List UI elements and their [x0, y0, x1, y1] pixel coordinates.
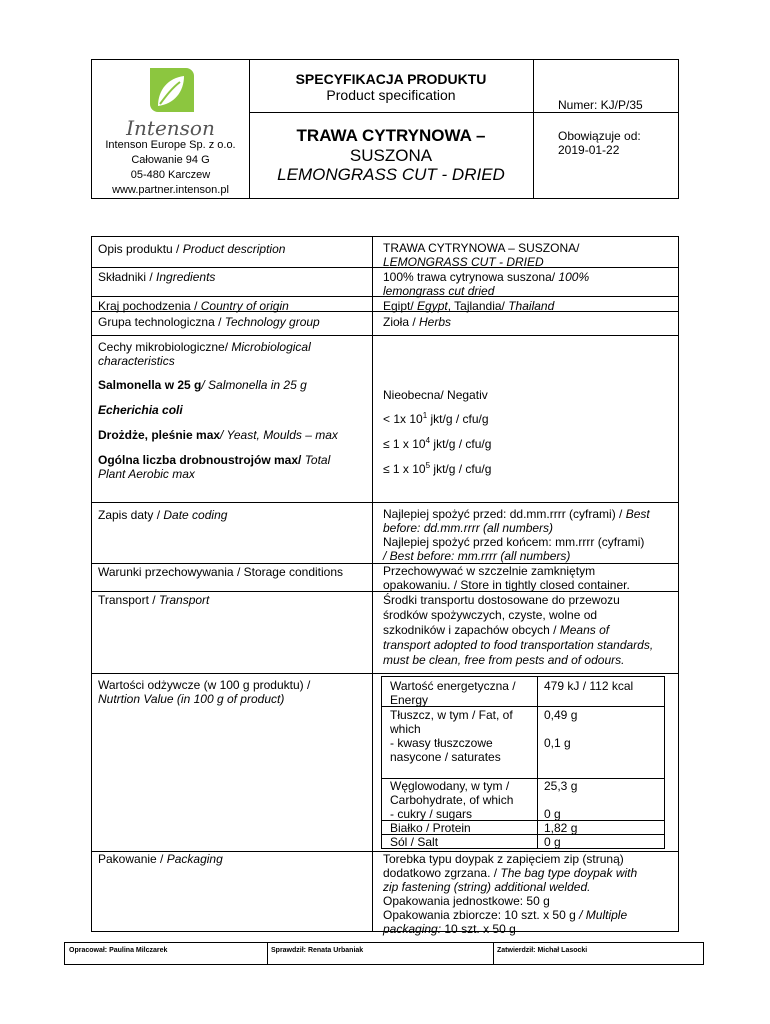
company-city: 05-480 Karczew [130, 169, 211, 181]
group-label: Grupa technologiczna / Technology group [98, 315, 320, 329]
micro-label-2: characteristics [98, 354, 175, 368]
saturates-label: - kwasy tłuszczowe [390, 736, 493, 750]
checked-by: Sprawdził: Renata Urbaniak [271, 947, 364, 954]
fat-label: Tłuszcz, w tym / Fat, of [390, 708, 513, 722]
saturates-label-2: nasycone / saturates [390, 750, 501, 764]
transport-value-1: Środki transportu dostosowane do przewozu [383, 593, 620, 607]
ecoli-label: Echerichia coli [98, 403, 183, 417]
transport-value-3: szkodników i zapachów obcych / Means of [383, 623, 610, 637]
valid-from-date: 2019-01-22 [558, 143, 620, 157]
sugar-value: 0 g [544, 807, 561, 821]
company-name: Intenson Europe Sp. z o.o. [105, 139, 236, 151]
energy-label: Wartość energetyczna / [390, 679, 516, 693]
spec-title: SPECYFIKACJA PRODUKTU [295, 71, 487, 87]
transport-value-2: środków spożywczych, czyste, wolne od [383, 608, 598, 622]
packaging-value-4: Opakowania jednostkowe: 50 g [383, 894, 550, 908]
desc-value-1: TRAWA CYTRYNOWA – SUSZONA/ [383, 241, 580, 255]
date-value-3: Najlepiej spożyć przed końcem: mm.rrrr (cyframi) [383, 535, 645, 549]
product-name-en: LEMONGRASS CUT - DRIED [277, 165, 505, 184]
storage-value-2: opakowaniu. / Store in tightly closed container. [383, 578, 630, 592]
product-name-pl-2: SUSZONA [349, 146, 433, 165]
salt-value: 0 g [544, 835, 561, 849]
yeast-value: ≤ 1 x $10^4$ jkt/g / cfu/g [383, 436, 492, 451]
carb-label-2: Carbohydrate, of which [390, 793, 514, 807]
aerobic-label-2: Plant Aerobic max [98, 467, 195, 481]
protein-label: Białko / Protein [390, 821, 471, 835]
nutrition-table [381, 676, 665, 849]
packaging-value-5: Opakowania zbiorcze: 10 szt. x 50 g / Multiple [383, 908, 628, 922]
yeast-label: Drożdże, pleśnie max/ Yeast, Moulds – max [98, 428, 338, 442]
spec-subtitle: Product specification [326, 87, 456, 103]
ingredients-value-2: lemongrass cut dried [383, 284, 495, 298]
date-value-2: before: dd.mm.rrrr (all numbers) [383, 521, 554, 535]
valid-from-label: Obowiązuje od: [558, 129, 641, 143]
date-value-1: Najlepiej spożyć przed: dd.mm.rrrr (cyframi) / Best [383, 507, 650, 521]
salmonella-value: Nieobecna/ Negativ [383, 388, 488, 402]
saturates-value: 0,1 g [544, 736, 571, 750]
nutrition-label: Wartości odżywcze (w 100 g produktu) / [98, 678, 311, 692]
ingredients-label: Składniki / Ingredients [98, 270, 216, 284]
transport-value-5: must be clean, free from pests and of odours. [383, 653, 625, 667]
ecoli-value: < 1x $10^1$ jkt/g / cfu/g [383, 411, 489, 426]
carb-label: Węglowodany, w tym / [390, 779, 510, 793]
approved-by: Zatwierdził: Michał Lasocki [497, 947, 588, 954]
date-value-4: / Best before: mm.rrrr (all numbers) [383, 549, 571, 563]
energy-value: 479 kJ / 112 kcal [544, 679, 634, 693]
packaging-value-2: dodatkowo zgrzana. / The bag type doypak with [383, 866, 638, 880]
energy-label-2: Energy [390, 693, 429, 707]
protein-value: 1,82 g [544, 821, 578, 835]
salmonella-label: Salmonella w 25 g/ Salmonella in 25 g [98, 378, 307, 392]
packaging-value-3: zip fastening (string) additional welded. [383, 880, 591, 894]
fat-label-2: which [390, 722, 421, 736]
header-box [91, 59, 679, 199]
storage-value-1: Przechowywać w szczelnie zamkniętym [383, 564, 596, 578]
micro-label: Cechy mikrobiologiczne/ Microbiological [98, 340, 311, 354]
aerobic-label: Ogólna liczba drobnoustrojów max/ Total [98, 453, 331, 467]
aerobic-value: ≤ 1 x $10^5$ jkt/g / cfu/g [383, 461, 492, 476]
origin-value: Egipt/ Egypt, Tajlandia/ Thailand [383, 299, 555, 313]
group-value: Zioła / Herbs [383, 315, 452, 329]
desc-value-2: LEMONGRASS CUT - DRIED [383, 255, 544, 269]
logo-wordmark: Intenson [126, 116, 215, 140]
fat-value: 0,49 g [544, 708, 578, 722]
desc-label: Opis produktu / Product description [98, 242, 286, 256]
origin-label: Kraj pochodzenia / Country of origin [98, 299, 289, 313]
packaging-value-6: packaging: 10 szt. x 50 g [383, 922, 516, 936]
salt-label: Sól / Salt [390, 835, 439, 849]
transport-value-4: transport adopted to food transportation standards, [383, 638, 654, 652]
date-label: Zapis daty / Date coding [98, 508, 228, 522]
prepared-by: Opracował: Paulina Milczarek [69, 947, 168, 954]
company-website: www.partner.intenson.pl [112, 184, 229, 196]
nutrition-label-2: Nutrtion Value (in 100 g of product) [98, 692, 285, 706]
product-name-pl-1: TRAWA CYTRYNOWA – [296, 126, 486, 145]
ingredients-value-1: 100% trawa cytrynowa suszona/ 100% [383, 270, 590, 284]
company-street: Całowanie 94 G [131, 154, 210, 166]
spec-number: Numer: KJ/P/35 [558, 98, 643, 112]
sugar-label: - cukry / sugars [390, 807, 473, 821]
transport-label: Transport / Transport [98, 593, 210, 607]
carb-value: 25,3 g [544, 779, 578, 793]
storage-label: Warunki przechowywania / Storage conditions [98, 565, 344, 579]
packaging-value-1: Torebka typu doypak z zapięciem zip (struną) [383, 852, 624, 866]
footer-signatures [64, 942, 704, 965]
leaf-logo-icon [142, 62, 198, 118]
packaging-label: Pakowanie / Packaging [98, 852, 223, 866]
